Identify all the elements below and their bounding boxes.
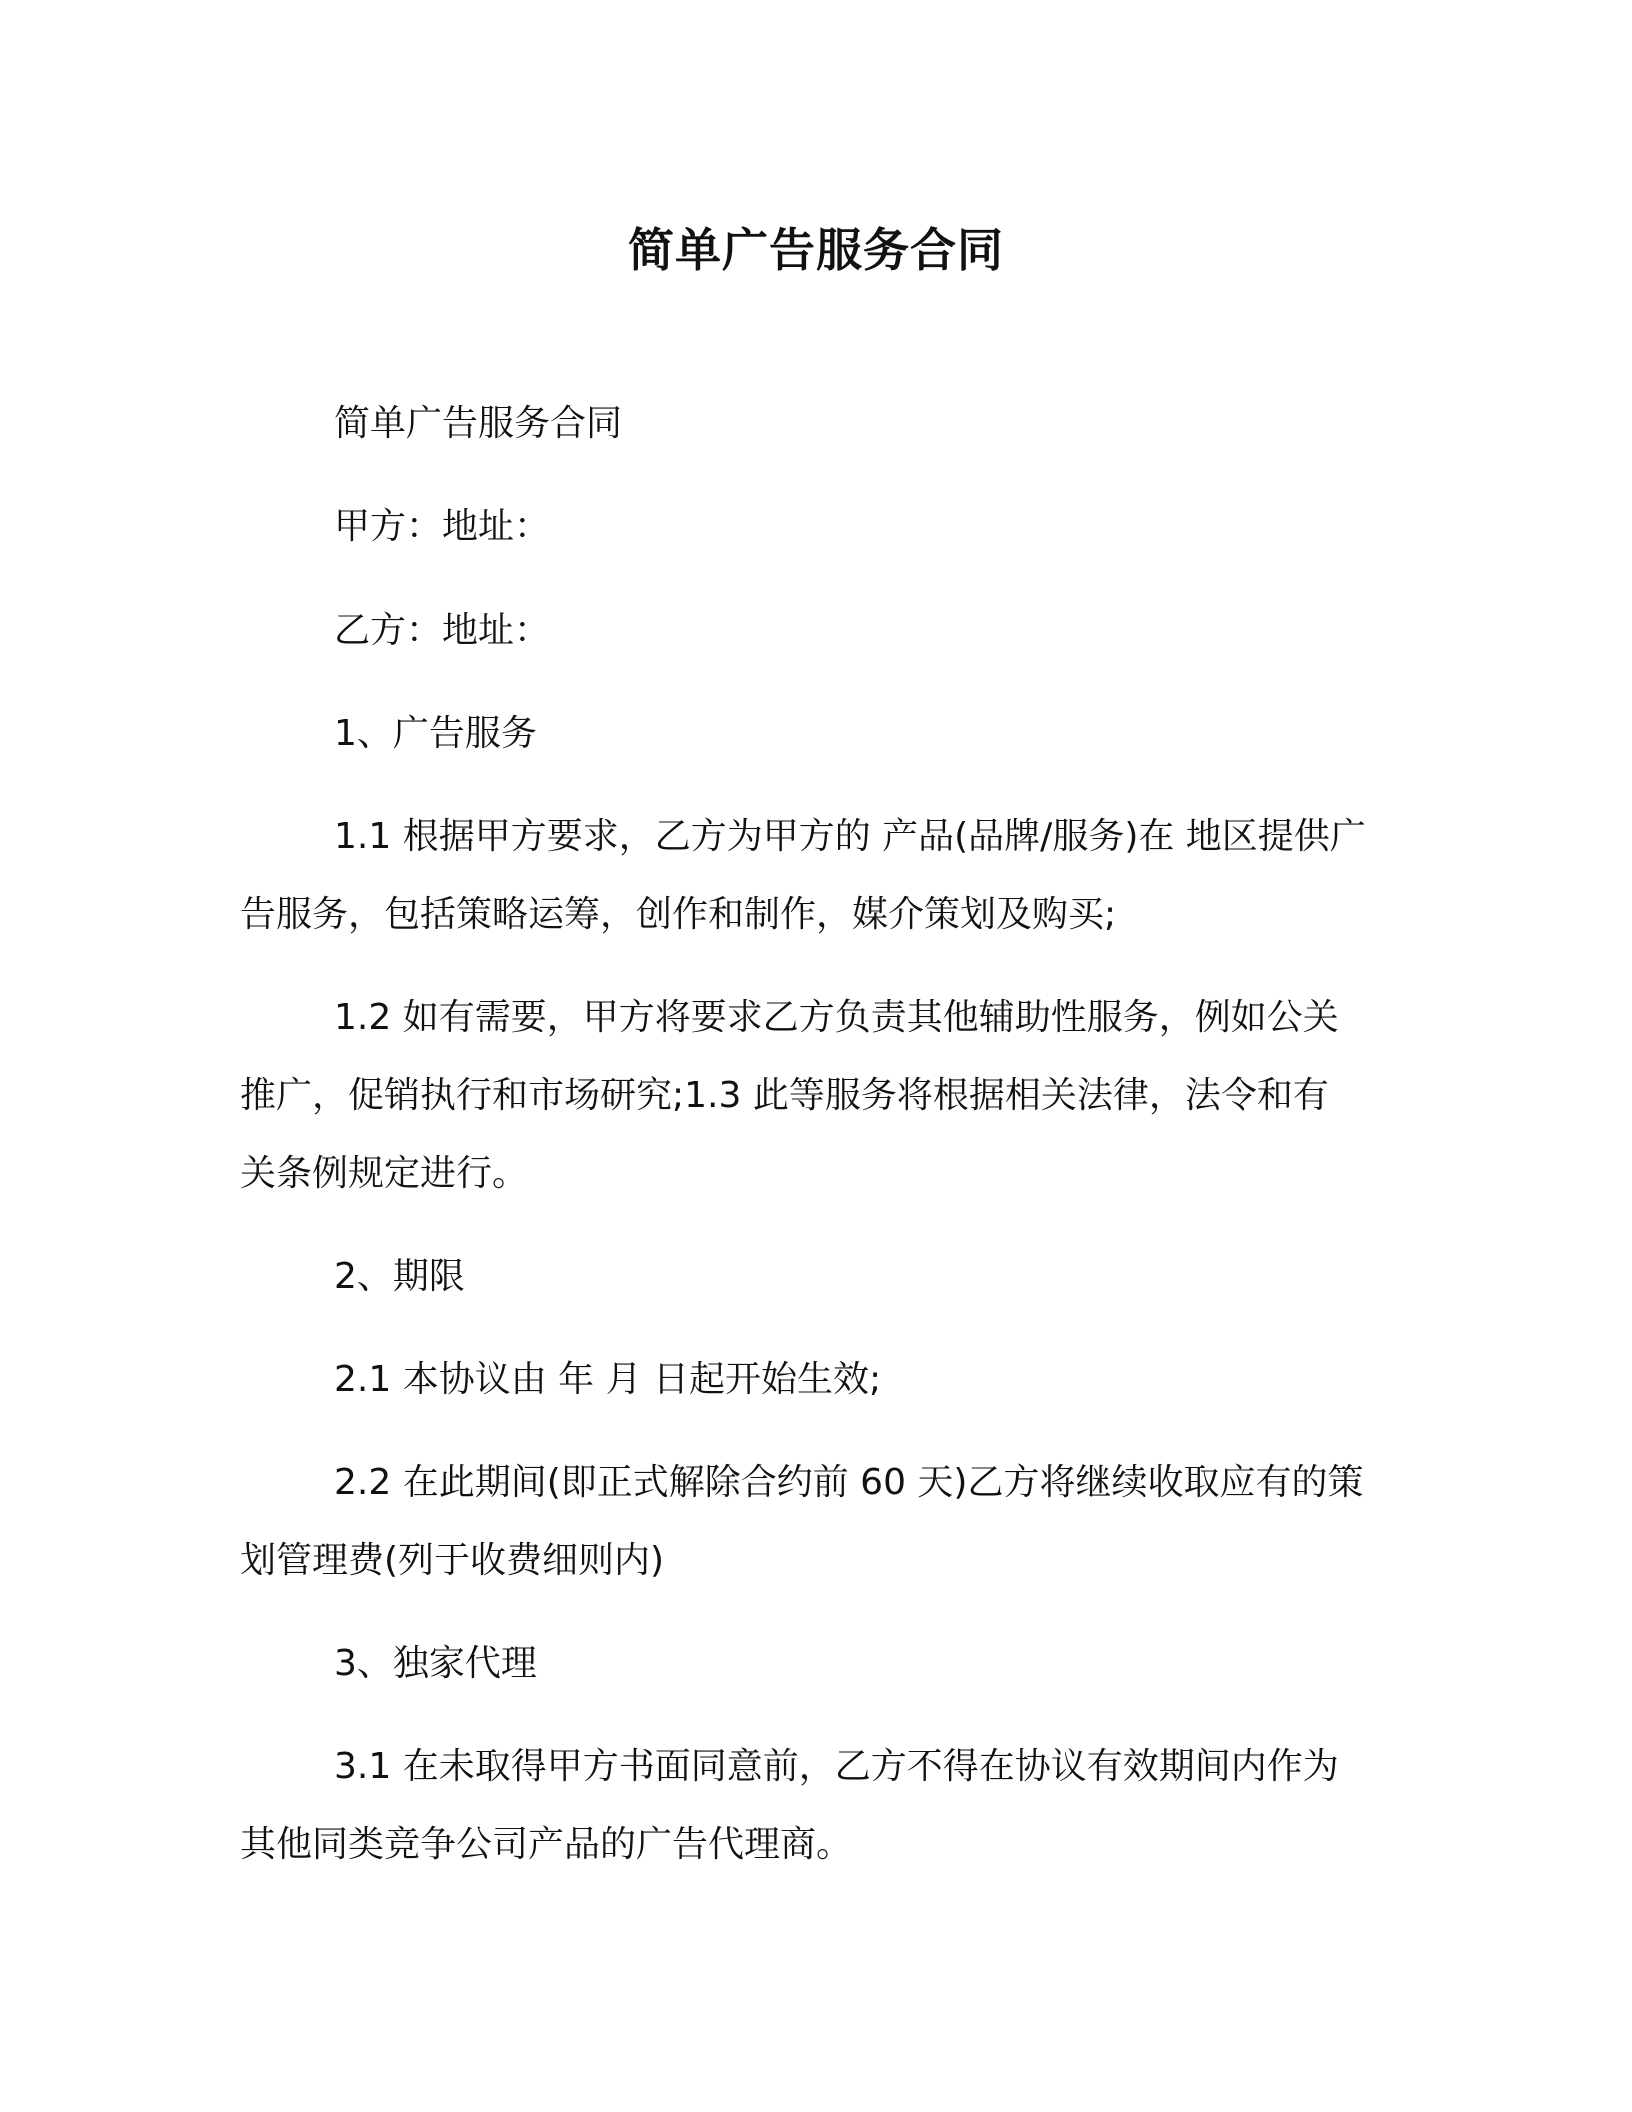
party-b-line: 乙方：地址：	[334, 610, 551, 651]
clause-1-2-line-2: 推广，促销执行和市场研究;1.3 此等服务将根据相关法律，法令和有	[240, 1075, 1329, 1116]
clause-1-1-line-2: 告服务，包括策略运筹，创作和制作，媒介策划及购买;	[240, 894, 1117, 935]
document-title: 简单广告服务合同	[628, 223, 1004, 277]
clause-1-1-line-1: 1.1 根据甲方要求，乙方为甲方的 产品(品牌/服务)在 地区提供广	[334, 816, 1366, 857]
party-a-line: 甲方：地址：	[334, 506, 551, 547]
clause-2-1-line: 2.1 本协议由 年 月 日起开始生效;	[334, 1359, 882, 1400]
section-1-heading: 1、广告服务	[334, 713, 537, 754]
clause-2-2-line-2: 划管理费(列于收费细则内)	[240, 1540, 665, 1581]
section-3-heading: 3、独家代理	[334, 1643, 537, 1684]
clause-1-2-line-1: 1.2 如有需要，甲方将要求乙方负责其他辅助性服务，例如公关	[334, 997, 1339, 1038]
section-2-heading: 2、期限	[334, 1256, 465, 1297]
clause-3-1-line-2: 其他同类竞争公司产品的广告代理商。	[240, 1824, 853, 1865]
subtitle-line: 简单广告服务合同	[334, 403, 623, 444]
clause-3-1-line-1: 3.1 在未取得甲方书面同意前，乙方不得在协议有效期间内作为	[334, 1746, 1339, 1787]
clause-2-2-line-1: 2.2 在此期间(即正式解除合约前 60 天)乙方将继续收取应有的策	[334, 1462, 1364, 1503]
clause-1-2-line-3: 关条例规定进行。	[240, 1153, 529, 1194]
